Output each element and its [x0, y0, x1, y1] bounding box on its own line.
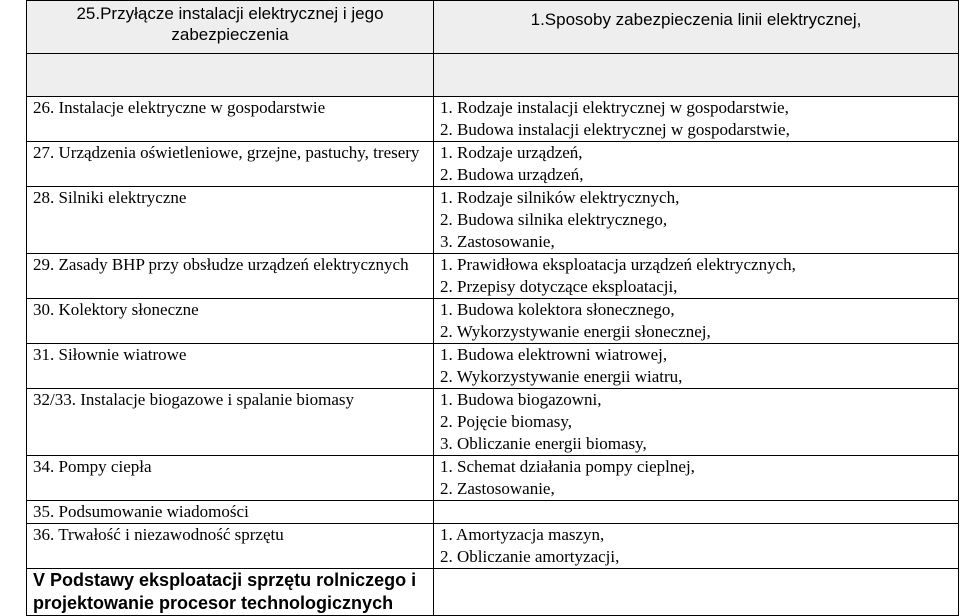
items-cell — [434, 389, 959, 456]
table-row — [27, 524, 959, 569]
table-row — [27, 501, 959, 524]
items-cell — [434, 97, 959, 142]
items-cell — [434, 299, 959, 344]
topic-cell — [27, 501, 434, 524]
topic-cell — [27, 187, 434, 254]
topic-title: 30. Kolektory słoneczne — [33, 300, 199, 319]
list-item: 2. Budowa silnika elektrycznego, — [440, 210, 668, 229]
section-title: projektowanie procesor technologicznych — [33, 593, 394, 613]
list-item: 1. Schemat działania pompy cieplnej, — [440, 457, 695, 476]
topic-title: 31. Siłownie wiatrowe — [33, 345, 187, 364]
topic-title: 28. Silniki elektryczne — [33, 188, 187, 207]
topic-title: 35. Podsumowanie wiadomości — [33, 502, 249, 521]
list-item: 2. Pojęcie biomasy, — [440, 412, 573, 431]
blank-row — [27, 54, 959, 97]
table-row — [27, 344, 959, 389]
header-row — [27, 1, 959, 54]
topic-title: 27. Urządzenia oświetleniowe, grzejne, pastuchy, tresery — [33, 143, 420, 162]
table-row — [27, 299, 959, 344]
list-item: 1. Budowa biogazowni, — [440, 390, 602, 409]
blank-cell-right — [434, 54, 959, 97]
section-empty-cell — [434, 569, 959, 616]
topic-title: 29. Zasady BHP przy obsłudze urządzeń elektrycznych — [33, 255, 409, 274]
table-row — [27, 456, 959, 501]
list-item: 2. Wykorzystywanie energii słonecznej, — [440, 322, 711, 341]
header-topic-cell: 25.Przyłącze instalacji elektrycznej i jego zabezpieczenia — [27, 1, 434, 54]
list-item: 2. Wykorzystywanie energii wiatru, — [440, 367, 683, 386]
list-item: 2. Obliczanie amortyzacji, — [440, 547, 620, 566]
topic-cell — [27, 299, 434, 344]
items-cell — [434, 524, 959, 569]
items-cell — [434, 254, 959, 299]
list-item: 2. Zastosowanie, — [440, 479, 555, 498]
list-item: 3. Zastosowanie, — [440, 232, 555, 251]
empty-item — [440, 501, 952, 523]
list-item: 1. Budowa elektrowni wiatrowej, — [440, 345, 668, 364]
header-items-cell: 1.Sposoby zabezpieczenia linii elektrycznej, — [434, 1, 959, 54]
table-row — [27, 254, 959, 299]
topic-title: 34. Pompy ciepła — [33, 457, 152, 476]
items-cell — [434, 142, 959, 187]
blank-cell-left — [27, 54, 434, 97]
section-title: V Podstawy eksploatacji sprzętu rolniczego i — [33, 570, 417, 590]
table-row — [27, 142, 959, 187]
topic-cell — [27, 254, 434, 299]
items-cell — [434, 456, 959, 501]
topic-title: 26. Instalacje elektryczne w gospodarstwie — [33, 98, 326, 117]
list-item: 1. Budowa kolektora słonecznego, — [440, 300, 675, 319]
topic-cell — [27, 344, 434, 389]
topic-cell — [27, 97, 434, 142]
items-cell — [434, 187, 959, 254]
section-row — [27, 569, 959, 616]
table-row — [27, 97, 959, 142]
items-cell — [434, 344, 959, 389]
table-row — [27, 187, 959, 254]
list-item: 1. Prawidłowa eksploatacja urządzeń elektrycznych, — [440, 255, 796, 274]
list-item: 1. Rodzaje urządzeń, — [440, 143, 583, 162]
topic-cell — [27, 142, 434, 187]
syllabus-table — [26, 0, 959, 616]
topic-title: 32/33. Instalacje biogazowe i spalanie biomasy — [33, 390, 355, 409]
list-item: 3. Obliczanie energii biomasy, — [440, 434, 647, 453]
list-item: 2. Przepisy dotyczące eksploatacji, — [440, 277, 678, 296]
table-row — [27, 389, 959, 456]
list-item: 1. Rodzaje silników elektrycznych, — [440, 188, 680, 207]
list-item: 1. Rodzaje instalacji elektrycznej w gospodarstwie, — [440, 98, 789, 117]
topic-cell — [27, 389, 434, 456]
items-cell — [434, 501, 959, 524]
topic-title: 36. Trwałość i niezawodność sprzętu — [33, 525, 284, 544]
list-item: 2. Budowa urządzeń, — [440, 165, 584, 184]
section-title-cell — [27, 569, 434, 616]
topic-cell — [27, 456, 434, 501]
list-item: 1. Amortyzacja maszyn, — [440, 525, 605, 544]
topic-cell — [27, 524, 434, 569]
list-item: 2. Budowa instalacji elektrycznej w gospodarstwie, — [440, 120, 790, 139]
